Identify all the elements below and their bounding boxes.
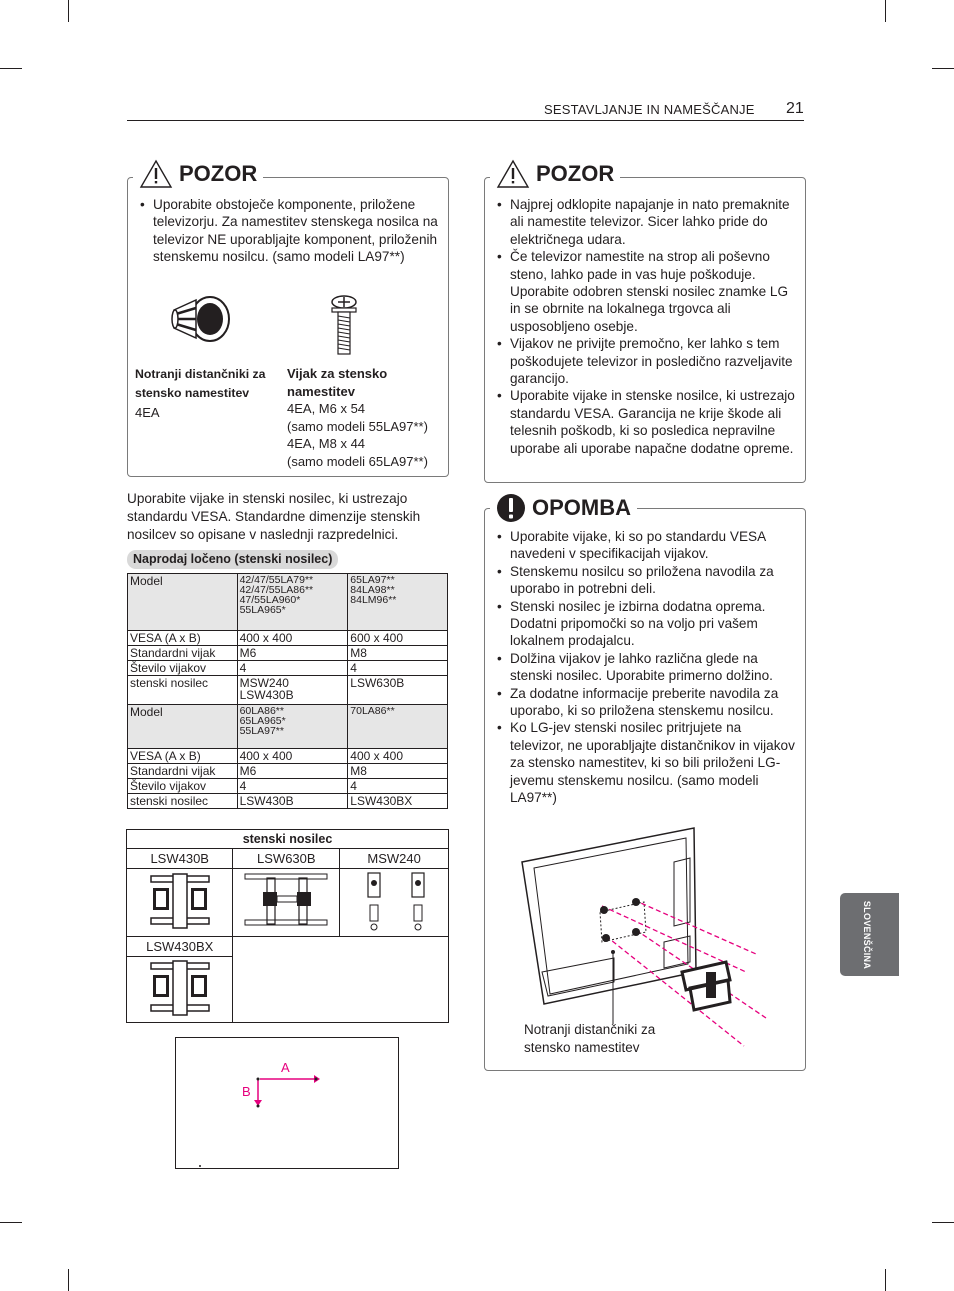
model-text: 84LA98**: [350, 584, 395, 596]
page-number: 21: [786, 100, 804, 117]
list-item: • Uporabite obstoječe komponente, priložene televizorju. Za namestitev stenskega nosilca na televizor NE uporabljajte komponent, priloženih stenskemu nosilcu. (samo modeli LA97**): [140, 196, 440, 266]
table-cell: 400 x 400: [348, 749, 448, 764]
table-cell: [237, 705, 348, 749]
table-row: [128, 705, 448, 749]
screw-spec-3: 4EA, M8 x 44: [287, 436, 366, 451]
screw-spec-1: 4EA, M6 x 54: [287, 401, 366, 416]
note-exclamation-icon: [496, 493, 526, 523]
spacer-qty: 4EA: [135, 405, 160, 420]
spacer-icon: [166, 292, 232, 346]
screw-icon: [328, 294, 360, 358]
table-cell: LSW430B: [127, 849, 233, 869]
spacer-name: Notranji distančniki za stensko namestitev: [135, 367, 266, 400]
table-row: [127, 830, 449, 849]
caution-title: POZOR: [179, 161, 258, 186]
note-title: OPOMBA: [532, 495, 631, 520]
table-row: [128, 779, 448, 794]
table-row: [127, 869, 449, 937]
wallmount-table: [126, 829, 449, 1023]
list-item: • Za dodatne informacije preberite navodila za uporabo, ki so priložena stenskemu nosilcu.: [497, 685, 797, 720]
list-item: • Uporabite vijake, ki so po standardu VESA navedeni v specifikacijah vijakov.: [497, 528, 797, 563]
note-list: [497, 528, 797, 807]
crop-mark: [932, 1222, 954, 1223]
table-cell: 4: [237, 779, 348, 794]
table-row: [128, 574, 448, 631]
model-text: 65LA965*: [239, 715, 286, 727]
table-cell: [127, 869, 233, 937]
dimension-b-label: B: [242, 1084, 251, 1099]
crop-mark: [885, 0, 886, 22]
bracket-msw240-image: [346, 869, 442, 933]
list-item: • Stenskemu nosilcu so priložena navodila za uporabo in potrebni deli.: [497, 563, 797, 598]
tv-mount-illustration: [514, 822, 774, 1052]
model-text: 42/47/55LA86**: [239, 584, 314, 596]
table-caption: Naprodaj ločeno (stenski nosilec): [127, 550, 338, 569]
empty-cell: [233, 937, 449, 1023]
table-cell: [127, 957, 233, 1023]
table-cell: Število vijakov: [128, 779, 238, 794]
crop-mark: [0, 1222, 22, 1223]
table-row: [128, 794, 448, 809]
intro-paragraph: Uporabite vijake in stenski nosilec, ki ustrezajo standardu VESA. Standardne dimenzije stenskih nosilcev so opisane v naslednji razpredelnici.: [127, 491, 421, 542]
list-item: • Najprej odklopite napajanje in nato premaknite ali namestite televizor. Sicer lahko pride do električnega udara.: [497, 196, 795, 248]
table-cell: MSW240: [340, 849, 449, 869]
table-cell: LSW630B: [233, 849, 340, 869]
table-cell: LSW430BX: [348, 794, 448, 809]
table-row: [128, 764, 448, 779]
caution-title: POZOR: [536, 161, 615, 186]
table-cell: [348, 574, 448, 631]
list-item: • Vijakov ne privijte premočno, ker lahko s tem poškodujete televizor in posledično razveljavite garancijo.: [497, 335, 795, 387]
header-rule: [127, 120, 804, 121]
warning-triangle-icon: [496, 159, 530, 189]
table-cell: [348, 705, 448, 749]
table-row: [127, 849, 449, 869]
vesa-dimension-arrows: [176, 1038, 398, 1168]
table-cell: Standardni vijak: [128, 646, 238, 661]
mount-text: LSW430B: [239, 688, 294, 702]
crop-mark: [68, 1269, 69, 1291]
model-text: 47/55LA960*: [239, 594, 301, 606]
table-cell: LSW630B: [348, 676, 448, 705]
table-cell: M6: [237, 764, 348, 779]
spacer-caption: [135, 365, 280, 422]
table-cell: VESA (A x B): [128, 749, 238, 764]
language-tab: [840, 893, 899, 976]
list-item: • Uporabite vijake in stenske nosilce, ki ustrezajo standardu VESA. Garancija ne krije škode ali telesnih poškodb, ki so posledica nepravilne uporabe ali uporabe napačne dodatne opreme.: [497, 387, 795, 457]
note-heading: [490, 491, 637, 525]
model-text: 60LA86**: [239, 705, 284, 717]
spacer-figure-label: Notranji distančniki za stensko namestitev: [524, 1022, 656, 1055]
table-cell: 600 x 400: [348, 631, 448, 646]
table-cell: LSW430BX: [127, 937, 233, 957]
table-cell: Model: [128, 574, 238, 631]
table-cell: 4: [348, 661, 448, 676]
dimension-a-label: A: [281, 1060, 290, 1075]
table-row: [128, 631, 448, 646]
table-cell: Število vijakov: [128, 661, 238, 676]
language-label: SLOVENŠČINA: [862, 900, 872, 970]
table-row: [128, 661, 448, 676]
caution-heading-right: [490, 157, 620, 191]
bracket-lsw430bx-image: [145, 957, 215, 1019]
list-item: • Dolžina vijakov je lahko različna glede na stenski nosilec. Uporabite primerno dolžino.: [497, 650, 797, 685]
table-cell: 4: [348, 779, 448, 794]
screw-caption: [287, 365, 447, 470]
screw-name: Vijak za stensko namestitev: [287, 366, 388, 399]
table-cell: Model: [128, 705, 238, 749]
table-cell: 4: [237, 661, 348, 676]
model-text: 42/47/55LA79**: [239, 574, 314, 586]
caution-heading-left: [133, 157, 263, 191]
model-text: 84LM96**: [350, 594, 397, 606]
table-row: [128, 676, 448, 705]
model-text: 65LA97**: [350, 574, 395, 586]
caution-list-left: [140, 196, 440, 266]
table-cell: [233, 869, 340, 937]
section-title: SESTAVLJANJE IN NAMEŠČANJE: [544, 102, 755, 117]
crop-mark: [68, 0, 69, 22]
table-cell: M8: [348, 764, 448, 779]
list-item: • Ko LG-jev stenski nosilec pritrjujete na televizor, ne uporabljajte distančnikov in vijakov za stensko namestitev, ki so bili priloženi LG-jevemu stenskemu nosilcu. (samo modeli LA97**): [497, 719, 797, 806]
table-header: stenski nosilec: [127, 830, 449, 849]
table-cell: LSW430B: [237, 794, 348, 809]
table-cell: stenski nosilec: [128, 676, 238, 705]
table-cell: Standardni vijak: [128, 764, 238, 779]
crop-mark: [932, 68, 954, 69]
mount-text: MSW240: [239, 676, 289, 690]
table-cell: 400 x 400: [237, 631, 348, 646]
bracket-lsw630b-image: [241, 870, 331, 932]
table-row: [128, 749, 448, 764]
screw-spec-4: (samo modeli 65LA97**): [287, 453, 428, 469]
spec-table: [127, 573, 448, 809]
table-cell: [340, 869, 449, 937]
model-text: 55LA965*: [239, 604, 286, 616]
table-cell: [237, 676, 348, 705]
list-item: • Če televizor namestite na strop ali poševno steno, lahko pade in vas huje poškoduje. Uporabite odobren stenski nosilec znamke LG in se obrnite na lokalnega trgovca ali usposobljeno osebje.: [497, 248, 795, 335]
screw-spec-2: (samo modeli 55LA97**): [287, 418, 428, 434]
model-text: 70LA86**: [350, 705, 395, 717]
crop-mark: [885, 1269, 886, 1291]
crop-mark: [0, 68, 22, 69]
bracket-lsw430b-image: [145, 870, 215, 932]
warning-triangle-icon: [139, 159, 173, 189]
vesa-diagram: [175, 1037, 399, 1169]
table-cell: VESA (A x B): [128, 631, 238, 646]
table-cell: 400 x 400: [237, 749, 348, 764]
list-item: • Stenski nosilec je izbirna dodatna oprema. Dodatni pripomočki so na voljo pri vašem lokalnem prodajalcu.: [497, 598, 797, 650]
table-cell: [237, 574, 348, 631]
table-row: [128, 646, 448, 661]
caution-list-right: [497, 196, 795, 457]
table-cell: M6: [237, 646, 348, 661]
table-row: [127, 937, 449, 957]
table-cell: stenski nosilec: [128, 794, 238, 809]
model-text: 55LA97**: [239, 725, 284, 737]
table-cell: M8: [348, 646, 448, 661]
